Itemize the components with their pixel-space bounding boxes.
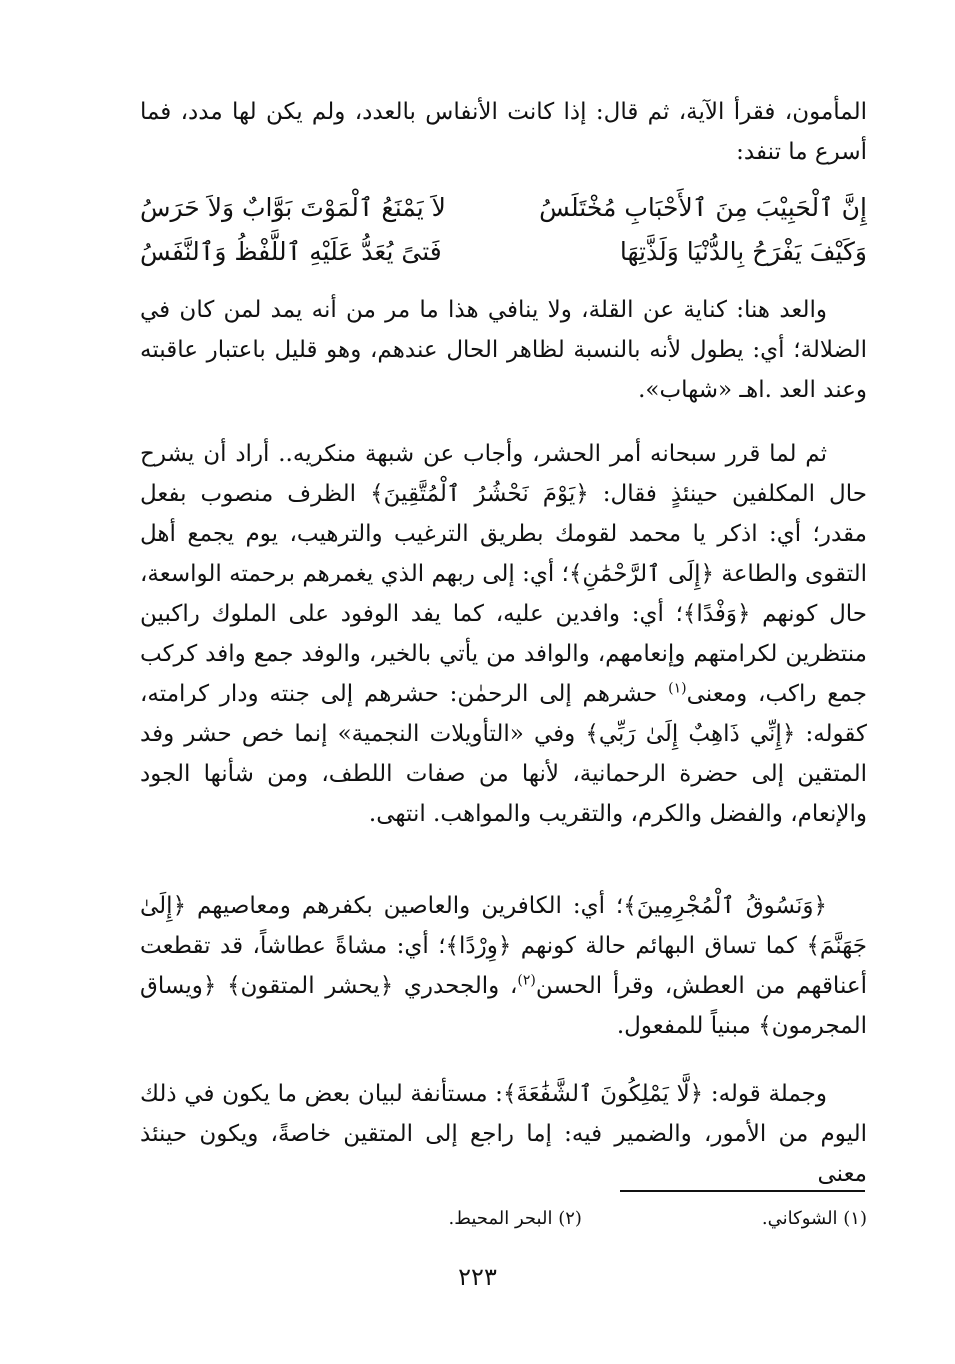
qiraat-quote: ﴿ويساق المجرمون﴾ <box>140 973 867 1039</box>
verse-2-first-hemistich: وَكَيْفَ يَفْرَحُ بِالدُّنْيَا وَلَذَّتِهَا <box>619 237 867 266</box>
quran-quote: ﴿لَّا يَمْلِكُونَ ٱلشَّفَٰعَةَ﴾ <box>502 1081 704 1107</box>
footnotes <box>140 1205 867 1233</box>
quran-quote: ﴿إِلَى ٱلرَّحْمَٰنِ﴾ <box>568 561 715 587</box>
text-run: : مستأنفة لبيان بعض ما يكون في ذلك اليوم من الأمور، والضمير فيه: إما راجع إلى المتقين خاصةً، ويكون حينئذ معنى <box>140 1081 867 1187</box>
paragraph-2 <box>140 434 867 834</box>
footnote-ref-1: (١) <box>668 680 687 697</box>
poem-verse-2 <box>140 230 867 274</box>
text-run: ثم لما قرر سبحانه أمر الحشر، وأجاب عن شبهة منكريه.. أراد أن يشرح حال المكلفين حينئذٍ فقال: <box>140 441 867 507</box>
paragraph-4-text <box>140 1074 867 1194</box>
page-number: ٢٢٣ <box>458 1263 497 1291</box>
text-run: حشرهم إلى الرحمٰن: حشرهم إلى جنته ودار كرامته، كقوله: <box>140 681 867 747</box>
text-run: ؛ أي: مشاةً عطاشاً، قد تقطعت أعناقهم من العطش، وقرأ الحسن <box>140 933 867 999</box>
quran-quote: ﴿يَوْمَ نَحْشُرُ ٱلْمُتَّقِينَ﴾ <box>370 481 589 507</box>
poem-verse-1 <box>140 186 867 230</box>
verse-1-second-hemistich: لاَ يَمْنَعُ ٱلْمَوْتَ بَوَّابٌ وَلاَ حَرَسُ <box>140 193 446 222</box>
intro-line: المأمون، فقرأ الآية، ثم قال: إذا كانت الأنفاس بالعدد، ولم يكن لها مدد، فما أسرع ما تنفد: <box>140 99 867 165</box>
text-run: وفي «التأويلات النجمية» إنما خص حشر وفد المتقين إلى حضرة الرحمانية، لأنها من صفات اللطف، ومن شأنها الجود والإنعام، والفضل والكرم، والتقريب والمواهب. انتهى. <box>140 721 867 827</box>
text-run: الظرف منصوب بفعل مقدر؛ أي: اذكر يا محمد لقومك بطريق الترغيب والترهيب، يوم يجمع أهل التقوى والطاعة <box>140 481 868 587</box>
footnote-2: (٢) البحر المحيط. <box>448 1208 582 1229</box>
intro-text <box>140 92 867 172</box>
poem <box>140 186 867 274</box>
text-run <box>216 973 227 999</box>
text-run: ، والجحدري <box>393 973 518 999</box>
paragraph-4 <box>140 1074 867 1194</box>
quran-quote: ﴿إِلَىٰ جَهَنَّمَ﴾ <box>140 893 867 959</box>
footnote-divider <box>620 1190 865 1192</box>
text-run: كما تساق البهائم حالة كونهم <box>511 933 807 959</box>
paragraph-3-text <box>140 886 867 1046</box>
paragraph-1-text: والعد هنا: كناية عن القلة، ولا ينافي هذا ما مر من أنه يمد لمن كان في الضلالة؛ أي: يطول لأنه بالنسبة لظاهر الحال عندهم، وهو قليل باعتبار عاقبته وعند العد .اهـ «شهاب». <box>140 297 867 403</box>
quran-quote: ﴿وَنَسُوقُ ٱلْمُجْرِمِينَ﴾ <box>623 893 827 919</box>
verse-2-second-hemistich: فَتىً يُعَدُّ عَلَيْهِ ٱللَّفْظُ وَٱلنَّفَسُ <box>140 237 442 266</box>
quran-quote: ﴿وِرْدًا﴾ <box>445 933 512 959</box>
quran-quote: ﴿إِنِّي ذَاهِبٌ إِلَىٰ رَبِّي﴾ <box>585 721 796 747</box>
verse-1-first-hemistich: إِنَّ ٱلْحَبِيْبَ مِنَ ٱلأَحْبَابِ مُخْتَلَسُ <box>539 193 867 222</box>
text-run: ؛ أي: إلى ربهم الذي يغمرهم برحمته الواسعة، حال كونهم <box>140 561 868 627</box>
quran-quote: ﴿وَفْدًا﴾ <box>682 601 751 627</box>
footnote-ref-2: (٢) <box>517 972 536 989</box>
paragraph-1 <box>140 290 867 410</box>
footnote-1: (١) الشوكاني. <box>761 1208 867 1229</box>
paragraph-3 <box>140 886 867 1046</box>
text-run: ؛ أي: وافدين عليه، كما يفد الوفود على الملوك راكبين منتظرين لكرامتهم وإنعامهم، والوافد من يأتي بالخير، والوفد جمع وافد كركب جمع راكب، ومعنى <box>140 601 867 707</box>
text-run: وجملة قوله: <box>703 1081 828 1107</box>
qiraat-quote: ﴿يحشر المتقون﴾ <box>227 973 394 999</box>
paragraph-2-text <box>140 434 867 834</box>
text-run: ؛ أي: الكافرين والعاصين بكفرهم ومعاصيهم <box>186 893 624 919</box>
text-run: مبنياً للمفعول. <box>616 1013 759 1039</box>
